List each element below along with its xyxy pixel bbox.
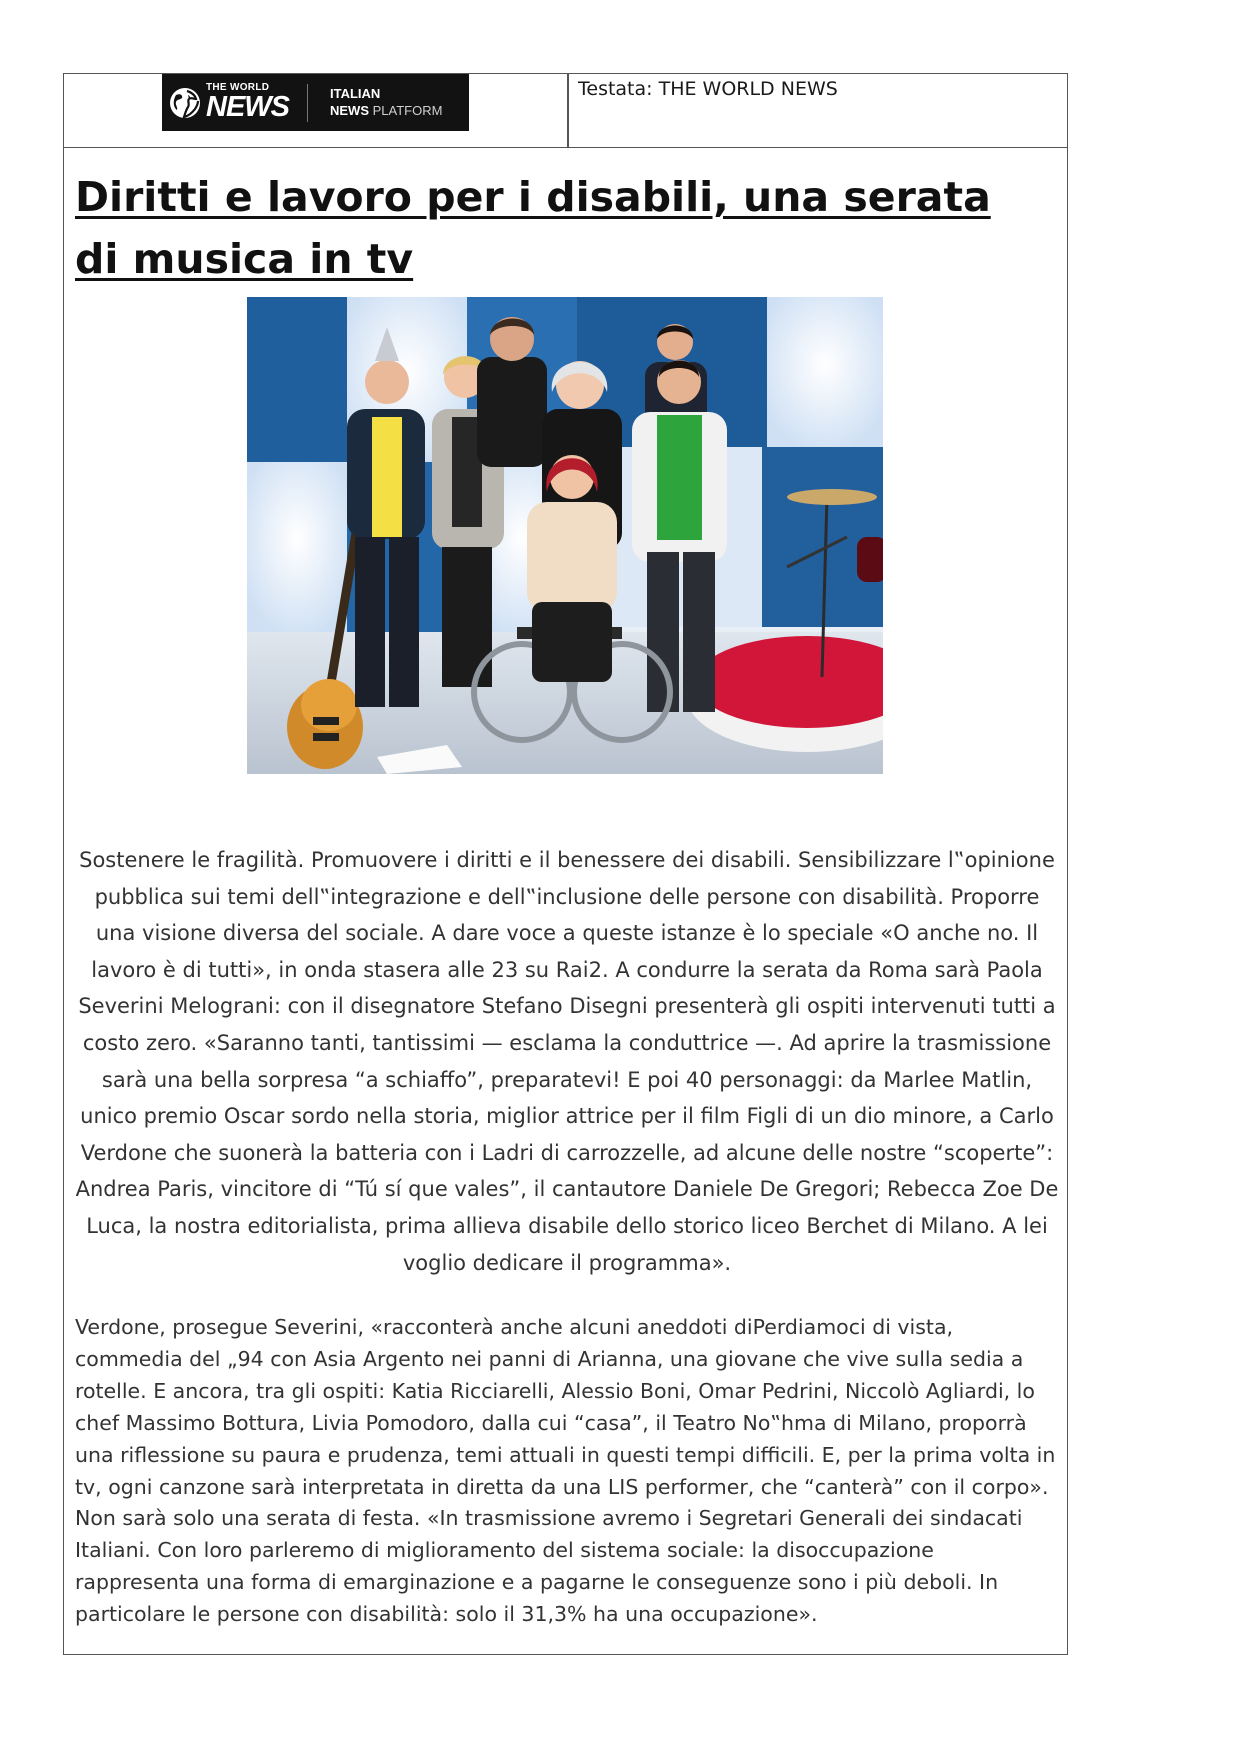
logo-tagline-news: NEWS: [330, 102, 369, 118]
header-row: [64, 74, 1067, 148]
logo-tagline-platform-word: PLATFORM: [369, 102, 443, 118]
article-photo: [247, 297, 883, 774]
header-divider: [567, 74, 569, 148]
article-frame: [63, 73, 1068, 1655]
logo-tagline-italian: ITALIAN: [330, 86, 381, 102]
testata-label: Testata: THE WORLD NEWS: [578, 78, 838, 100]
logo-brand-small: THE WORLD: [206, 82, 270, 93]
logo-brand: [206, 83, 289, 122]
article-paragraph-1: Sostenere le fragilità. Promuovere i diritti e il benessere dei disabili. Sensibilizzare l‟opinione pubblica sui temi dell‟integrazione e dell‟inclusione delle persone con disabilità. Proporre una visione diversa del sociale. A dare voce a queste istanze è lo speciale «O anche no. Il lavoro è di tutti», in onda stasera alle 23 su Rai2. A condurre la serata da Roma sarà Paola Severini Melograni: con il disegnatore Stefano Disegni presenterà gli ospiti intervenuti tutti a costo zero. «Saranno tanti, tantissimi — esclama la conduttrice —. Ad aprire la trasmissione sarà una bella sorpresa “a schiaffo”, preparatevi! E poi 40 personaggi: da Marlee Matlin, unico premio Oscar sordo nella storia, miglior attrice per il film Figli di un dio minore, a Carlo Verdone che suonerà la batteria con i Ladri di carrozzelle, ad alcune delle nostre “scoperte”: Andrea Paris, vincitore di “Tú sí que vales”, il cantautore Daniele De Gregori; Rebecca Zoe De Luca, la nostra editorialista, prima allieva disabile dello storico liceo Berchet di Milano. A lei voglio dedicare il programma».: [75, 848, 1059, 1275]
article-title: Diritti e lavoro per i disabili, una serata di musica in tv: [75, 173, 991, 283]
logo-brand-big: NEWS: [206, 91, 289, 123]
newspaper-logo: [162, 74, 469, 131]
logo-separator: [307, 84, 308, 122]
globe-icon: [168, 86, 202, 120]
group-photo-icon: [247, 297, 883, 774]
logo-tagline: [330, 86, 442, 119]
logo-tagline-platform: [330, 103, 442, 119]
article-paragraph-2: Verdone, prosegue Severini, «racconterà anche alcuni aneddoti diPerdiamoci di vista, commedia del „94 con Asia Argento nei panni di Arianna, una giovane che vive sulla sedia a rotelle. E ancora, tra gli ospiti: Katia Ricciarelli, Alessio Boni, Omar Pedrini, Niccolò Agliardi, lo chef Massimo Bottura, Livia Pomodoro, dalla cui “casa”, il Teatro No‟hma di Milano, proporrà una riflessione su paura e prudenza, temi attuali in questi tempi difficili. E, per la prima volta in tv, ogni canzone sarà interpretata in diretta da una LIS performer, che “canterà” con il corpo». Non sarà solo una serata di festa. «In trasmissione avremo i Segretari Generali dei sindacati Italiani. Con loro parleremo di miglioramento del sistema sociale: la disoccupazione rappresenta una forma di emarginazione e a pagarne le conseguenze sono i più deboli. In particolare le persone con disabilità: solo il 31,3% ha una occupazione».: [75, 1315, 1056, 1627]
